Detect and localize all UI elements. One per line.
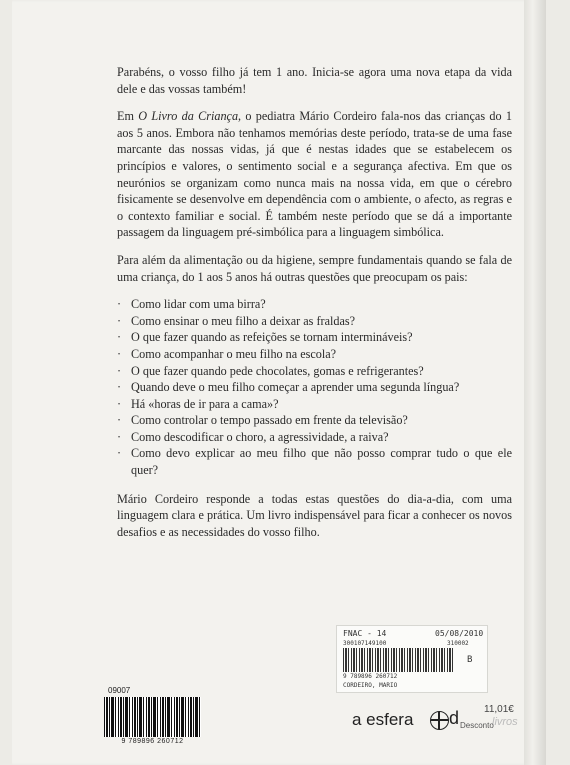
list-item	[117, 363, 512, 380]
book-back-cover	[12, 0, 546, 765]
bullet-icon: ·	[117, 380, 122, 395]
description-rest: , o pediatra Mário Cordeiro fala-nos das crianças do 1 aos 5 anos. Embora não tenhamos memórias deste período, trata-se de uma fase marcante das nossas vidas, já que é nestas idades que se estabelecem os princípios e valores, o sentimento social e a segurança afectiva. Em que os neurónios se organizam como nunca mais na nossa vida, em que o cérebro fisicamente se desenvolve em dependência com o ambiente, o afecto, as regras e o contexto familiar e social. É também neste período que se dá a importante passagem da linguagem pré-simbólica para a linguagem simbólica.	[117, 109, 512, 240]
question-text: Como acompanhar o meu filho na escola?	[131, 346, 337, 361]
list-item	[117, 313, 512, 330]
discount-price: 11,01€	[484, 704, 514, 715]
list-item	[117, 379, 512, 396]
bullet-icon: ·	[117, 363, 122, 378]
publisher-letter: d	[449, 708, 460, 728]
question-text: Há «horas de ir para a cama»?	[131, 396, 279, 411]
bullet-icon: ·	[117, 429, 122, 444]
bullet-icon: ·	[117, 446, 122, 461]
bullet-icon: ·	[117, 346, 122, 361]
sticker-code: 300107149100	[343, 640, 387, 647]
description-prefix: Em	[117, 109, 139, 124]
question-text: O que fazer quando pede chocolates, gomas e refrigerantes?	[131, 363, 424, 378]
question-text: Como descodificar o choro, a agressividade, a raiva?	[131, 429, 389, 444]
questions-list	[117, 296, 512, 479]
closing-paragraph: Mário Cordeiro responde a todas estas questões do dia-a-dia, com uma linguagem clara e prática. Um livro indispensável para ficar a conhecer os novos desafios e as necessidades do vosso filho.	[117, 491, 512, 539]
list-item	[117, 346, 512, 363]
list-item	[117, 396, 512, 413]
sticker-code2: 310002	[447, 640, 469, 647]
bullet-icon: ·	[117, 313, 122, 328]
isbn-number: 9 789896 260712	[121, 738, 184, 745]
sticker-barcode	[343, 648, 455, 672]
publisher-logo	[352, 704, 532, 740]
question-text: Como ensinar o meu filho a deixar as fraldas?	[131, 313, 356, 328]
list-item	[117, 429, 512, 446]
question-text: O que fazer quando as refeições se tornam intermináveis?	[131, 330, 413, 345]
question-text: Como devo explicar ao meu filho que não posso comprar tudo o que ele quer?	[131, 446, 512, 478]
book-title: O Livro da Criança	[138, 109, 239, 124]
cover-edge	[524, 0, 546, 765]
globe-icon	[430, 711, 449, 730]
list-item	[117, 445, 512, 478]
list-item	[117, 296, 512, 313]
question-text: Como controlar o tempo passado em frente da televisão?	[131, 413, 408, 428]
publisher-name: a esfera	[352, 710, 414, 729]
bullet-icon: ·	[117, 330, 122, 345]
question-text: Como lidar com uma birra?	[131, 297, 266, 312]
bullet-icon: ·	[117, 396, 122, 411]
barcode-top-code: 09007	[108, 686, 131, 695]
sticker-author: CORDEIRO, MARIO	[343, 682, 398, 689]
sticker-mark: B	[467, 655, 473, 665]
price-sticker	[336, 625, 488, 693]
isbn-barcode	[104, 686, 201, 745]
list-item	[117, 329, 512, 346]
discount-label: Desconto	[460, 721, 494, 730]
sticker-store: FNAC - 14	[343, 629, 387, 638]
bullet-icon: ·	[117, 413, 122, 428]
intro-paragraph: Parabéns, o vosso filho já tem 1 ano. Inicia-se agora uma nova etapa da vida dele e das vossas também!	[117, 65, 512, 96]
list-item	[117, 412, 512, 429]
question-text: Quando deve o meu filho começar a aprender uma segunda língua?	[131, 380, 460, 395]
barcode-bars	[104, 697, 201, 737]
questions-intro-paragraph: Para além da alimentação ou da higiene, sempre fundamentais quando se fala de uma criança, do 1 aos 5 anos há outras questões que preocupam os pais:	[117, 252, 512, 284]
publisher-faded-text: livros	[492, 716, 518, 728]
description-paragraph	[117, 108, 512, 241]
sticker-date: 05/08/2010	[435, 629, 484, 638]
blurb-text	[117, 64, 512, 551]
bullet-icon: ·	[117, 297, 122, 312]
sticker-barcode-digits: 9 789896 260712	[343, 673, 398, 680]
